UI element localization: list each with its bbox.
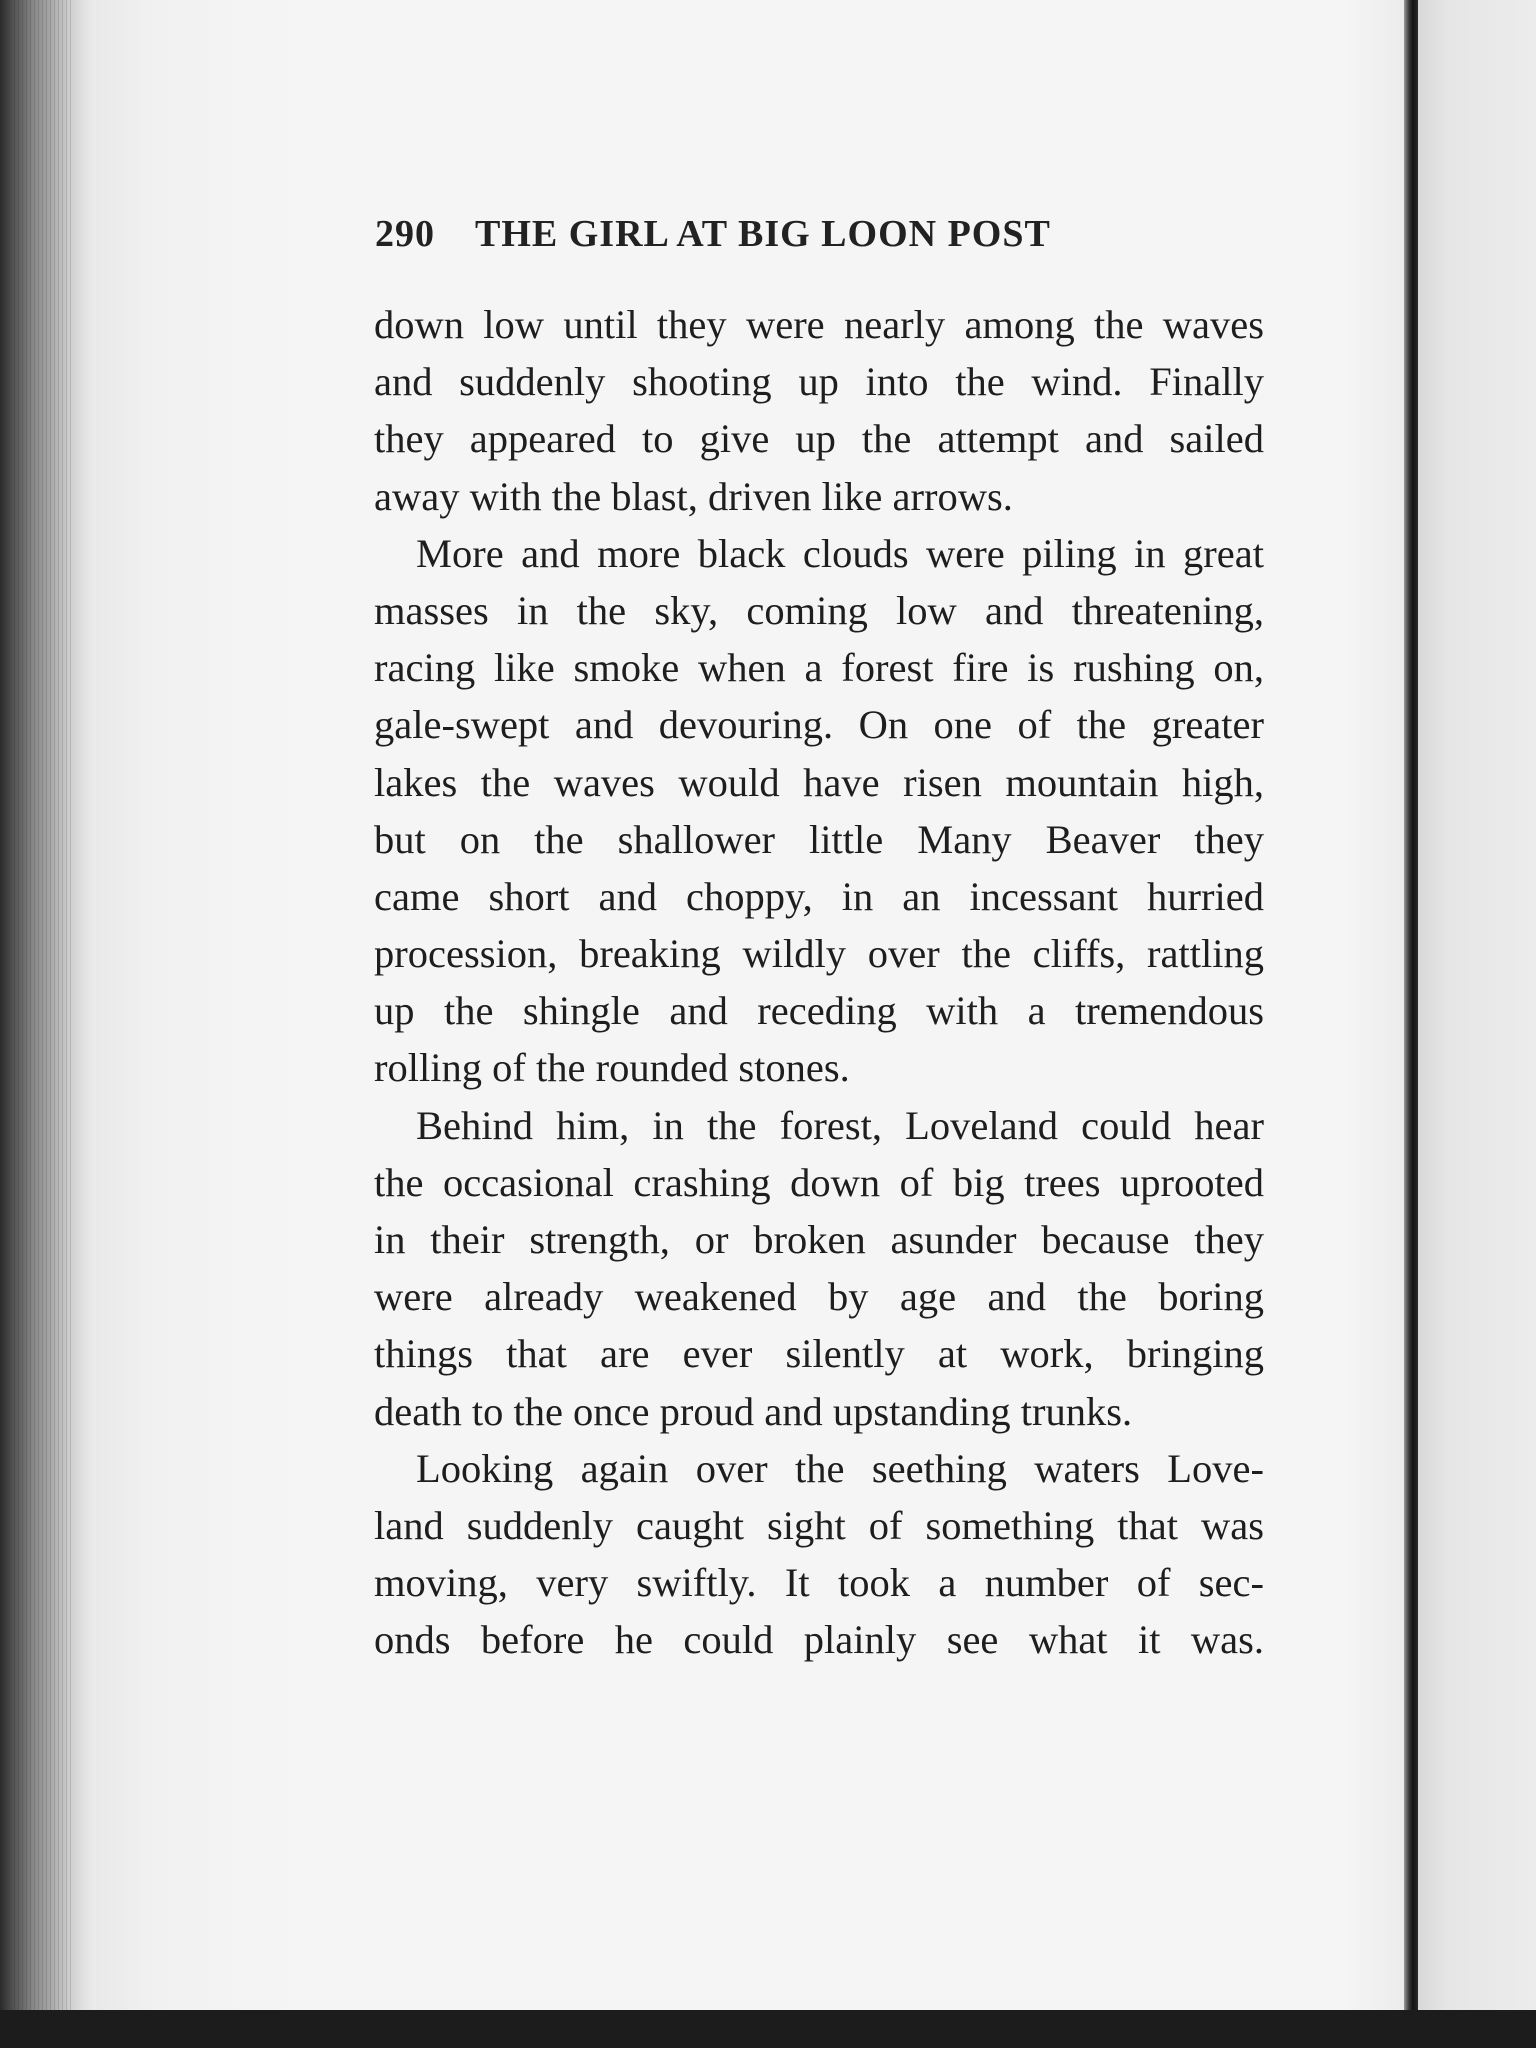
text-line: procession, breaking wildly over the cliffs, rattling <box>374 931 1264 977</box>
book-gutter <box>1404 0 1418 2048</box>
text-line: lakes the waves would have risen mountain high, <box>374 759 1264 805</box>
text-line: in their strength, or broken asunder because they <box>374 1217 1264 1262</box>
body-text <box>374 296 1264 1669</box>
text-line: moving, very swiftly. It took a number of sec- <box>374 1560 1264 1606</box>
facing-page <box>1418 0 1536 2010</box>
text-line: they appeared to give up the attempt and sailed <box>374 416 1264 462</box>
page-edge-lines <box>14 0 74 2048</box>
text-line: rolling of the rounded stones. <box>374 1045 850 1091</box>
text-line: Behind him, in the forest, Loveland could hear <box>416 1102 1264 1148</box>
text-line: land suddenly caught sight of something that was <box>374 1502 1264 1548</box>
text-line: masses in the sky, coming low and threatening, <box>374 587 1264 633</box>
text-line: down low until they were nearly among the waves <box>374 302 1264 347</box>
text-line: away with the blast, driven like arrows. <box>374 473 1013 519</box>
running-header <box>375 212 1135 256</box>
text-line: things that are ever silently at work, bringing <box>374 1331 1264 1377</box>
text-line: Looking again over the seething waters Love- <box>416 1445 1264 1491</box>
text-line: and suddenly shooting up into the wind. Finally <box>374 359 1264 405</box>
page-number: 290 <box>375 213 435 255</box>
text-line: but on the shallower little Many Beaver they <box>374 816 1264 862</box>
text-line: racing like smoke when a forest fire is rushing on, <box>374 645 1264 691</box>
running-title: THE GIRL AT BIG LOON POST <box>475 213 1051 255</box>
text-line: gale-swept and devouring. On one of the greater <box>374 702 1264 748</box>
bottom-shadow <box>0 2010 1536 2048</box>
text-line: the occasional crashing down of big trees uprooted <box>374 1159 1264 1205</box>
book-page-edges <box>0 0 96 2048</box>
text-line: death to the once proud and upstanding trunks. <box>374 1388 1133 1434</box>
text-line: were already weakened by age and the boring <box>374 1274 1264 1320</box>
text-line: onds before he could plainly see what it was. <box>374 1617 1264 1663</box>
text-line: came short and choppy, in an incessant hurried <box>374 873 1264 919</box>
text-line: More and more black clouds were piling in great <box>416 530 1264 576</box>
text-line: up the shingle and receding with a tremendous <box>374 988 1264 1034</box>
